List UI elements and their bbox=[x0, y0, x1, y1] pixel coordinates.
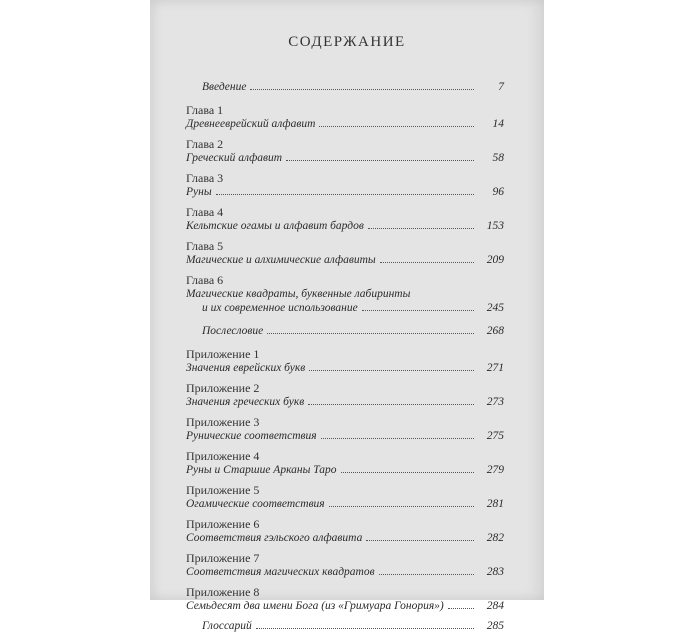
toc-entry-text: Послесловие bbox=[202, 325, 264, 337]
toc-entry-text: Огамические соответствия bbox=[186, 498, 325, 510]
chapter-label: Глава 1 bbox=[186, 103, 224, 117]
toc-entry-text: Значения греческих букв bbox=[186, 396, 305, 408]
dot-leader bbox=[250, 89, 474, 90]
toc-entry-text: Руны bbox=[186, 186, 212, 198]
page-number: 209 bbox=[486, 254, 504, 266]
toc-entry-text: Кельтские огамы и алфавит бардов bbox=[186, 220, 364, 232]
toc-line bbox=[186, 117, 504, 131]
toc-line bbox=[186, 599, 504, 613]
page-number: 271 bbox=[486, 362, 504, 374]
chapter-label: Приложение 5 bbox=[186, 483, 260, 497]
toc-line bbox=[186, 185, 504, 199]
page-number: 282 bbox=[486, 532, 504, 544]
toc-line bbox=[186, 619, 504, 633]
page-number: 285 bbox=[486, 620, 504, 632]
toc-entry-chapter-6 bbox=[186, 273, 504, 315]
toc-entry-chapter-5 bbox=[186, 239, 504, 267]
toc-entry-appendix-1 bbox=[186, 347, 504, 375]
toc-entry-text: Руны и Старшие Арканы Таро bbox=[186, 464, 337, 476]
toc-entry-text: Глоссарий bbox=[202, 620, 252, 632]
page-number: 273 bbox=[486, 396, 504, 408]
toc-entry-appendix-6 bbox=[186, 517, 504, 545]
toc-entry-introduction bbox=[186, 80, 504, 94]
dot-leader bbox=[321, 438, 474, 439]
toc-entry-text: Магические и алхимические алфавиты bbox=[186, 254, 376, 266]
toc-entry-appendix-4 bbox=[186, 449, 504, 477]
chapter-label: Приложение 2 bbox=[186, 381, 260, 395]
toc-entry-text: Магические квадраты, буквенные лабиринты bbox=[186, 288, 411, 300]
dot-leader bbox=[368, 228, 474, 229]
chapter-label: Приложение 3 bbox=[186, 415, 260, 429]
toc-line bbox=[186, 301, 504, 315]
chapter-label: Глава 3 bbox=[186, 171, 224, 185]
toc-line bbox=[186, 395, 504, 409]
dot-leader bbox=[286, 160, 474, 161]
toc-line bbox=[186, 287, 504, 301]
toc-entry-chapter-4 bbox=[186, 205, 504, 233]
toc-entry-chapter-2 bbox=[186, 137, 504, 165]
page-number: 283 bbox=[486, 566, 504, 578]
toc-entry-appendix-8 bbox=[186, 585, 504, 613]
chapter-label: Приложение 8 bbox=[186, 585, 260, 599]
toc-list bbox=[186, 80, 504, 633]
dot-leader bbox=[308, 404, 474, 405]
dot-leader bbox=[362, 310, 474, 311]
toc-line bbox=[186, 219, 504, 233]
toc-entry-appendix-7 bbox=[186, 551, 504, 579]
toc-line bbox=[186, 565, 504, 579]
toc-line bbox=[186, 324, 504, 338]
dot-leader bbox=[341, 472, 474, 473]
dot-leader bbox=[329, 506, 474, 507]
page-number: 14 bbox=[492, 118, 504, 130]
toc-entry-appendix-3 bbox=[186, 415, 504, 443]
page-number: 96 bbox=[492, 186, 504, 198]
page-number: 268 bbox=[486, 325, 504, 337]
toc-line bbox=[186, 463, 504, 477]
dot-leader bbox=[448, 608, 474, 609]
toc-entry-text: Значения еврейских букв bbox=[186, 362, 306, 374]
toc-entry-appendix-2 bbox=[186, 381, 504, 409]
page-number: 58 bbox=[492, 152, 504, 164]
toc-entry-text: Соответствия гэльского алфавита bbox=[186, 532, 363, 544]
page-number: 281 bbox=[486, 498, 504, 510]
toc-line bbox=[186, 531, 504, 545]
toc-entry-chapter-1 bbox=[186, 103, 504, 131]
toc-entry-appendix-5 bbox=[186, 483, 504, 511]
page-number: 284 bbox=[486, 600, 504, 612]
toc-entry-text: Семьдесят два имени Бога (из «Гримуара Гонория») bbox=[186, 600, 444, 612]
toc-entry-chapter-3 bbox=[186, 171, 504, 199]
dot-leader bbox=[319, 126, 474, 127]
toc-line bbox=[186, 429, 504, 443]
page-number: 245 bbox=[486, 302, 504, 314]
chapter-label: Приложение 1 bbox=[186, 347, 260, 361]
chapter-label: Приложение 6 bbox=[186, 517, 260, 531]
dot-leader bbox=[366, 540, 474, 541]
toc-entry-glossary bbox=[186, 619, 504, 633]
chapter-label: Глава 4 bbox=[186, 205, 224, 219]
toc-line bbox=[186, 151, 504, 165]
page-number: 7 bbox=[498, 81, 504, 93]
dot-leader bbox=[256, 628, 474, 629]
chapter-label: Приложение 4 bbox=[186, 449, 260, 463]
toc-entry-afterword bbox=[186, 324, 504, 338]
toc-entry-text: и их современное использование bbox=[202, 302, 358, 314]
toc-line bbox=[186, 80, 504, 94]
toc-line bbox=[186, 497, 504, 511]
dot-leader bbox=[380, 262, 474, 263]
dot-leader bbox=[379, 574, 474, 575]
page-number: 275 bbox=[486, 430, 504, 442]
toc-entry-text: Соответствия магических квадратов bbox=[186, 566, 375, 578]
chapter-label: Глава 2 bbox=[186, 137, 224, 151]
book-page bbox=[150, 0, 544, 632]
toc-entry-text: Греческий алфавит bbox=[186, 152, 283, 164]
toc-line bbox=[186, 361, 504, 375]
dot-leader bbox=[267, 333, 474, 334]
page-number: 279 bbox=[486, 464, 504, 476]
dot-leader bbox=[309, 370, 474, 371]
page-title: СОДЕРЖАНИЕ bbox=[288, 34, 406, 50]
chapter-label: Глава 5 bbox=[186, 239, 224, 253]
page-number: 153 bbox=[486, 220, 504, 232]
toc-entry-text: Рунические соответствия bbox=[186, 430, 317, 442]
toc-entry-text: Введение bbox=[202, 81, 247, 93]
chapter-label: Глава 6 bbox=[186, 273, 224, 287]
dot-leader bbox=[216, 194, 474, 195]
toc-entry-text: Древнееврейский алфавит bbox=[186, 118, 316, 130]
chapter-label: Приложение 7 bbox=[186, 551, 260, 565]
toc-line bbox=[186, 253, 504, 267]
